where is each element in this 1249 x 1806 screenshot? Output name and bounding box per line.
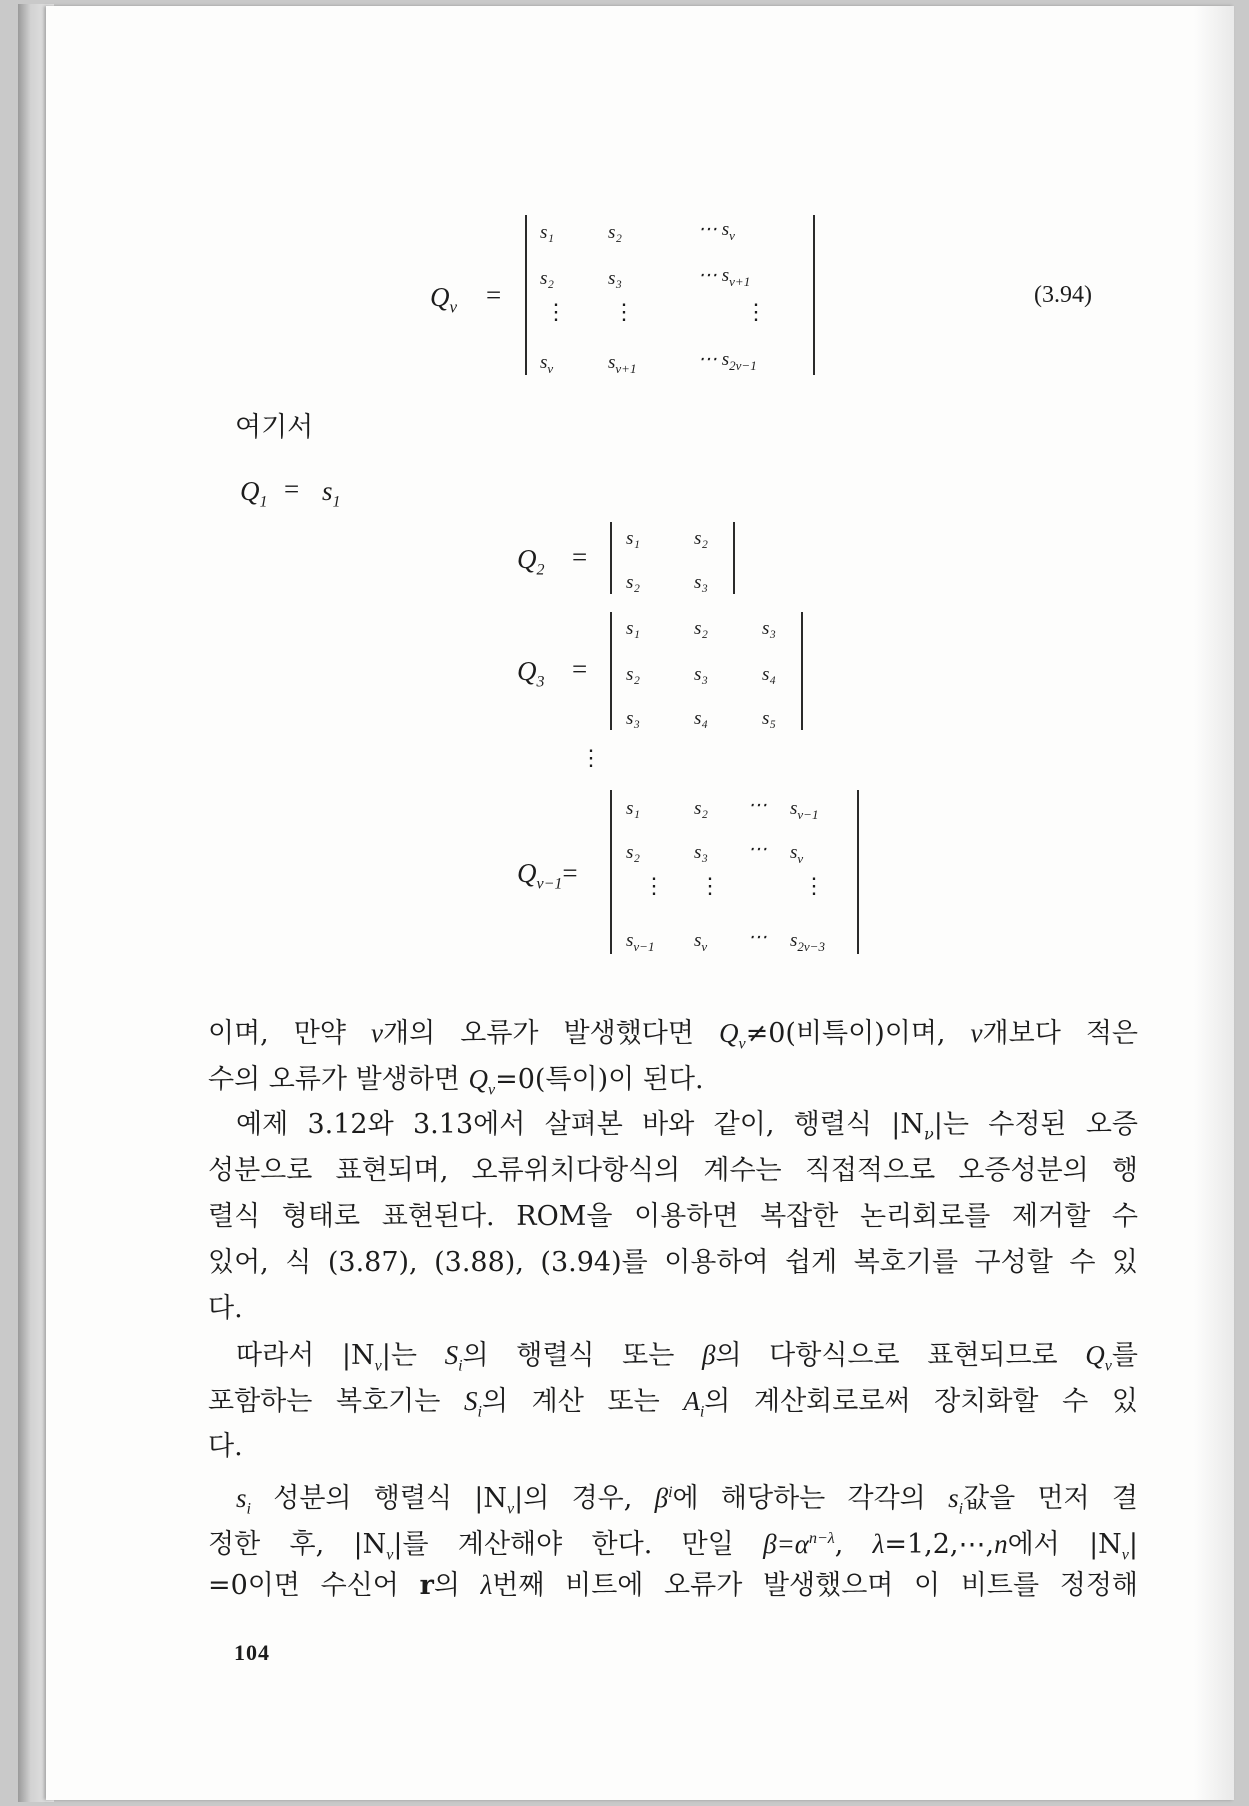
q1-equals: =	[284, 474, 300, 504]
paragraph-2-line-2: 성분으로 표현되며, 오류위치다항식의 계수는 직접적으로 오증성분의 행	[208, 1155, 1138, 1186]
determinant-bar-right	[857, 790, 859, 954]
matrix-entry: s₄	[694, 708, 708, 729]
matrix-entry: $s_{\nu-1}$	[790, 798, 819, 822]
paragraph-2-line-5: 다.	[208, 1293, 243, 1324]
q-nu-label: $Q_\nu$	[430, 282, 458, 317]
matrix-entry: $s_{2\nu-3}$	[790, 930, 825, 954]
matrix-entry: $s_{\nu+1}$	[608, 352, 637, 376]
matrix-entry: $s_\nu$	[694, 930, 708, 954]
determinant-bar-left	[610, 612, 612, 730]
matrix-entry: s₁	[626, 618, 640, 639]
determinant-bar-right	[733, 522, 735, 594]
matrix-entry: s₃	[694, 664, 708, 685]
paragraph-3-line-1: 따라서 $|N_\nu|$는 $S_i$의 행렬식 또는 β의 다항식으로 표현되므로 $Q_\nu$를	[236, 1340, 1138, 1375]
paragraph-1-line-1: 이며, 만약 ν개의 오류가 발생했다면 $Q_\nu\ne 0$(비특이)이며, ν개보다 적은	[208, 1018, 1138, 1053]
matrix-entry: $s_\nu$	[790, 842, 804, 866]
determinant-bar-left	[610, 522, 612, 594]
page-edge-shadow	[1194, 6, 1234, 1800]
matrix-entry: s₂	[608, 222, 622, 243]
matrix-entry: s₁	[540, 222, 554, 243]
matrix-entry: s₂	[694, 528, 708, 549]
matrix-entry: s₃	[762, 618, 776, 639]
vertical-dots: ⋮	[613, 300, 635, 325]
q3-label: $Q_3$	[517, 656, 545, 691]
matrix-entry: s₂	[626, 842, 640, 863]
vertical-dots: ⋮	[803, 874, 825, 899]
page-number: 104	[234, 1640, 270, 1665]
paragraph-4-line-2: 정한 후, $|N_\nu|$를 계산해야 한다. 만일 $\beta=\alpha^{n-\lambda}$, λ=1,2,⋯,n에서 $|N_\nu|$	[208, 1529, 1139, 1564]
matrix-entry: s₅	[762, 708, 776, 729]
matrix-entry: s₄	[762, 664, 776, 685]
matrix-entry: ⋯ $s_\nu$	[698, 219, 735, 243]
equation-number: (3.94)	[1034, 282, 1092, 308]
matrix-entry: ⋯ $s_{\nu+1}$	[698, 265, 751, 289]
matrix-entry: ⋯	[748, 795, 767, 816]
q3-equals: =	[572, 654, 588, 684]
matrix-entry: ⋯	[748, 839, 767, 860]
where-text: 여기서	[235, 412, 314, 443]
determinant-bar-left	[525, 215, 527, 375]
matrix-entry: s₂	[540, 268, 554, 289]
matrix-entry: $s_\nu$	[540, 352, 554, 376]
vertical-dots: ⋮	[580, 746, 602, 771]
vertical-dots: ⋮	[545, 300, 567, 325]
paragraph-4-line-3: =0이면 수신어 r의 λ번째 비트에 오류가 발생했으며 이 비트를 정정해	[208, 1570, 1138, 1601]
paragraph-2-line-1: 예제 3.12와 3.13에서 살펴본 바와 같이, 행렬식 $|N_\nu|$는 수정된 오증	[236, 1109, 1138, 1144]
vertical-dots: ⋮	[643, 874, 665, 899]
determinant-bar-left	[610, 790, 612, 954]
matrix-entry: s₃	[626, 708, 640, 729]
q1-value: $s_1$	[322, 476, 341, 511]
paragraph-1-line-2: 수의 오류가 발생하면 $Q_\nu=0$(특이)이 된다.	[208, 1064, 704, 1099]
matrix-entry: s₃	[694, 572, 708, 593]
determinant-bar-right	[813, 215, 815, 375]
q-nu-minus-1-label: $Q_{\nu-1}=$	[517, 858, 578, 893]
matrix-entry: ⋯	[748, 927, 767, 948]
matrix-entry: s₂	[694, 618, 708, 639]
q1-label: $Q_1$	[240, 476, 268, 511]
matrix-entry: ⋯ $s_{2\nu-1}$	[698, 349, 757, 373]
vertical-dots: ⋮	[745, 300, 767, 325]
paragraph-2-line-3: 렬식 형태로 표현된다. ROM을 이용하면 복잡한 논리회로를 제거할 수	[208, 1201, 1138, 1232]
matrix-entry: $s_{\nu-1}$	[626, 930, 655, 954]
matrix-entry: s₁	[626, 528, 640, 549]
q-nu-equals: =	[486, 280, 502, 310]
matrix-entry: s₃	[694, 842, 708, 863]
paragraph-3-line-2: 포함하는 복호기는 $S_i$의 계산 또는 $A_i$의 계산회로로써 장치화할 수 있	[208, 1386, 1138, 1421]
matrix-entry: s₂	[694, 798, 708, 819]
matrix-entry: s₂	[626, 664, 640, 685]
paragraph-2-line-4: 있어, 식 (3.87), (3.88), (3.94)를 이용하여 쉽게 복호기를 구성할 수 있	[208, 1247, 1138, 1278]
q2-label: $Q_2$	[517, 544, 545, 579]
paragraph-3-line-3: 다.	[208, 1431, 243, 1462]
paragraph-4-line-1: $s_i$ 성분의 행렬식 $|N_\nu|$의 경우, $\beta^i$에 해당하는 각각의 $s_i$값을 먼저 결	[236, 1483, 1139, 1518]
determinant-bar-right	[801, 612, 803, 730]
q2-equals: =	[572, 542, 588, 572]
vertical-dots: ⋮	[699, 874, 721, 899]
matrix-entry: s₃	[608, 268, 622, 289]
matrix-entry: s₂	[626, 572, 640, 593]
matrix-entry: s₁	[626, 798, 640, 819]
